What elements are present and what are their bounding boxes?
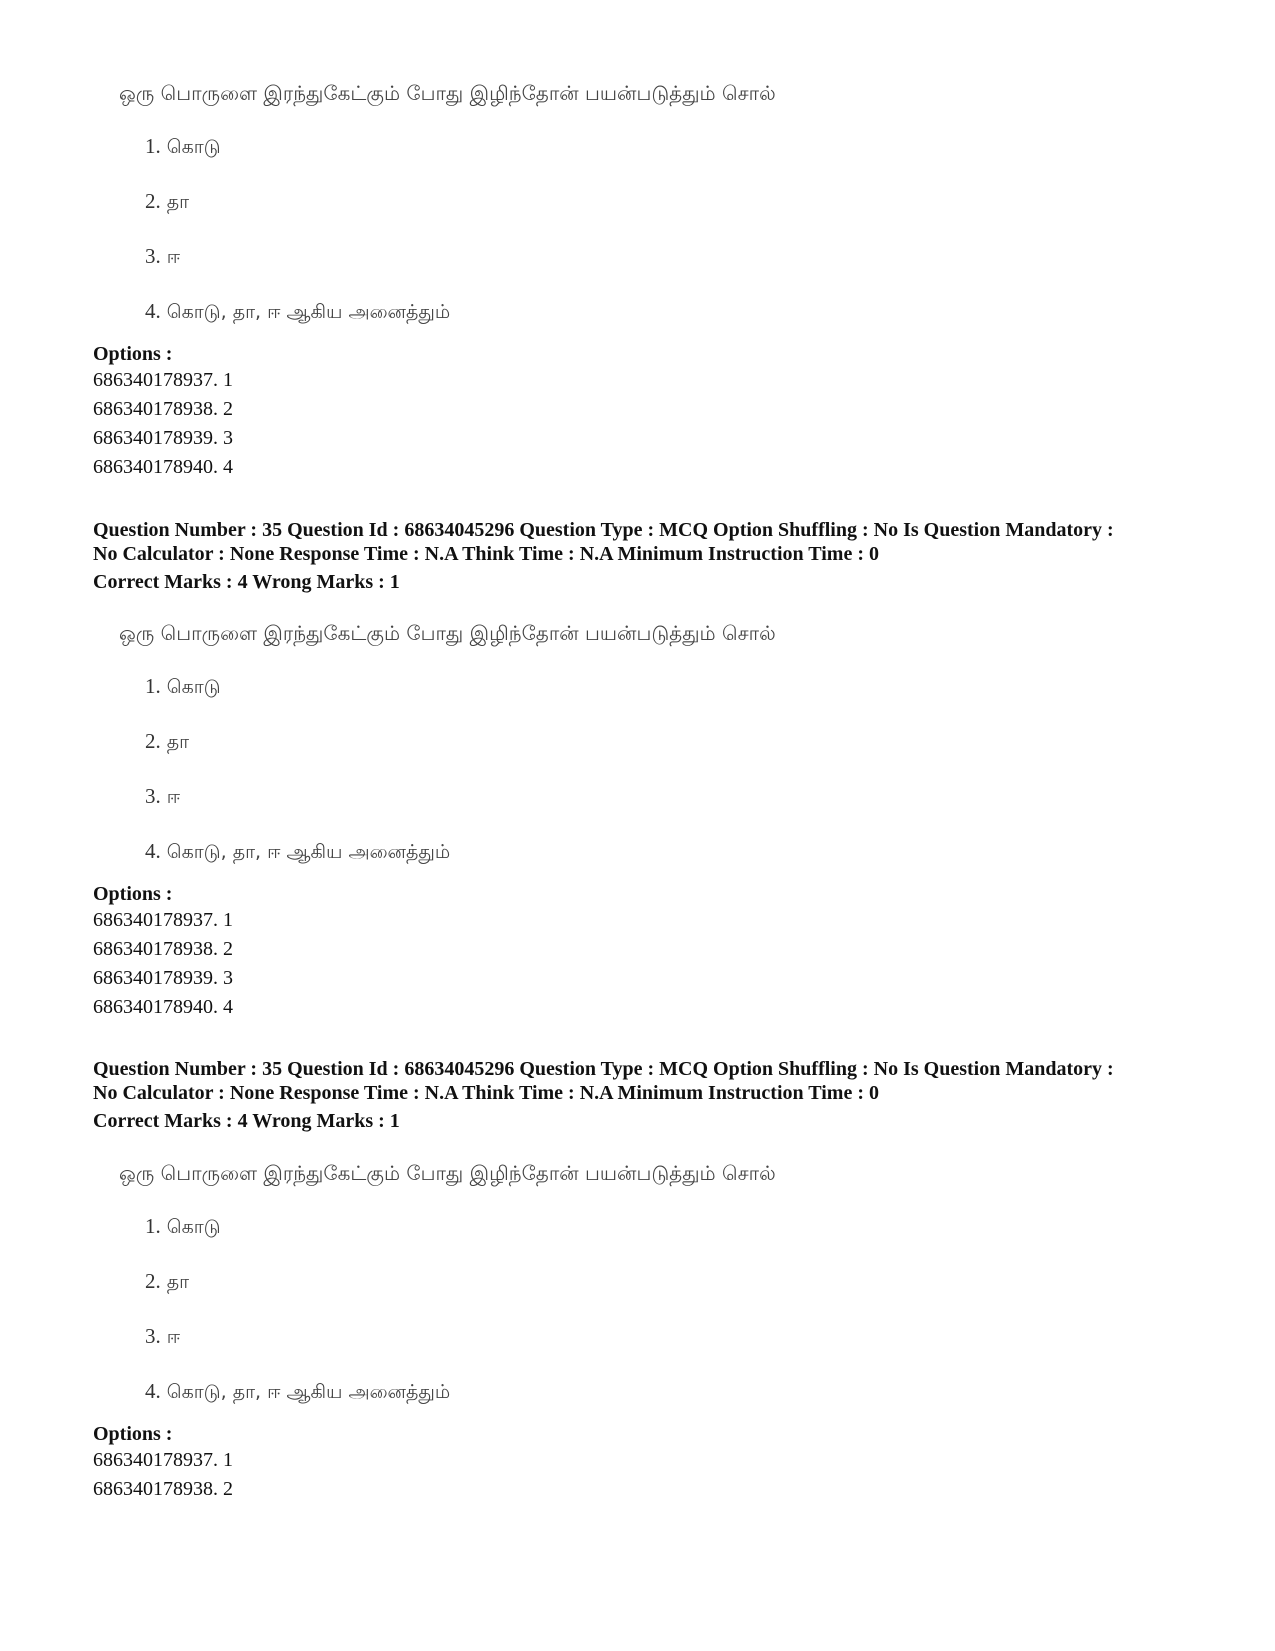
marks-line: Correct Marks : 4 Wrong Marks : 1: [93, 571, 400, 593]
choice-1: 1. கொடு: [145, 674, 221, 698]
meta-line-1: Question Number : 35 Question Id : 68634045296 Question Type : MCQ Option Shuffling : No Is Question Mandatory :: [93, 519, 1114, 541]
meta-line-1: Question Number : 35 Question Id : 68634045296 Question Type : MCQ Option Shuffling : No Is Question Mandatory :: [93, 1058, 1114, 1080]
choice-3: 3. ஈ: [145, 244, 181, 268]
option-id: 686340178938. 2: [93, 398, 233, 420]
option-id: 686340178937. 1: [93, 369, 233, 391]
choice-4: 4. கொடு, தா, ஈ ஆகிய அனைத்தும்: [145, 1379, 451, 1403]
question-text: ஒரு பொருளை இரந்துகேட்கும் போது இழிந்தோன் பயன்படுத்தும் சொல்: [119, 81, 776, 105]
meta-line-2: No Calculator : None Response Time : N.A Think Time : N.A Minimum Instruction Time : 0: [93, 543, 879, 565]
option-id: 686340178938. 2: [93, 1478, 233, 1500]
options-label: Options :: [93, 883, 173, 905]
question-block-3: [93, 1158, 1193, 1406]
choice-4: 4. கொடு, தா, ஈ ஆகிய அனைத்தும்: [145, 839, 451, 863]
question-text: ஒரு பொருளை இரந்துகேட்கும் போது இழிந்தோன் பயன்படுத்தும் சொல்: [119, 1161, 776, 1185]
choice-1: 1. கொடு: [145, 1214, 221, 1238]
question-meta-2: [93, 518, 1193, 594]
options-block-1: [93, 342, 1193, 482]
choice-3: 3. ஈ: [145, 1324, 181, 1348]
choice-2: 2. தா: [145, 189, 190, 213]
options-block-3: [93, 1422, 1193, 1504]
option-id: 686340178940. 4: [93, 996, 233, 1018]
option-id: 686340178939. 3: [93, 427, 233, 449]
option-id: 686340178939. 3: [93, 967, 233, 989]
option-id: 686340178940. 4: [93, 456, 233, 478]
options-label: Options :: [93, 343, 173, 365]
option-id: 686340178938. 2: [93, 938, 233, 960]
options-label: Options :: [93, 1423, 173, 1445]
meta-line-2: No Calculator : None Response Time : N.A Think Time : N.A Minimum Instruction Time : 0: [93, 1082, 879, 1104]
option-id: 686340178937. 1: [93, 909, 233, 931]
choice-4: 4. கொடு, தா, ஈ ஆகிய அனைத்தும்: [145, 299, 451, 323]
choice-2: 2. தா: [145, 729, 190, 753]
options-block-2: [93, 882, 1193, 1022]
choice-1: 1. கொடு: [145, 134, 221, 158]
question-text: ஒரு பொருளை இரந்துகேட்கும் போது இழிந்தோன் பயன்படுத்தும் சொல்: [119, 621, 776, 645]
choice-3: 3. ஈ: [145, 784, 181, 808]
question-block-1: [93, 78, 1193, 326]
question-block-2: [93, 618, 1193, 866]
option-id: 686340178937. 1: [93, 1449, 233, 1471]
question-meta-3: [93, 1057, 1193, 1133]
marks-line: Correct Marks : 4 Wrong Marks : 1: [93, 1110, 400, 1132]
choice-2: 2. தா: [145, 1269, 190, 1293]
